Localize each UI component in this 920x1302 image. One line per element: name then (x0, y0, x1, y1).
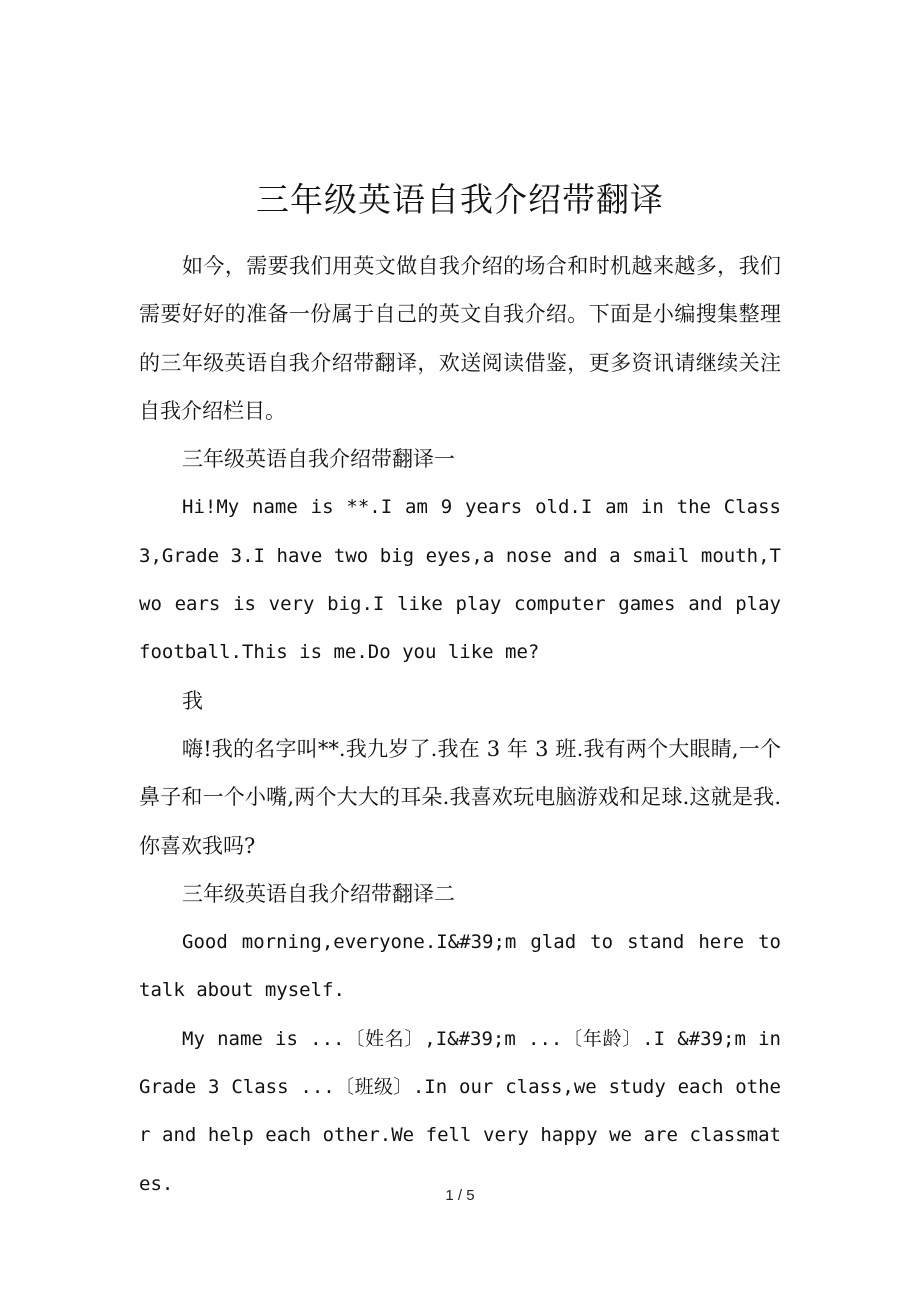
english-paragraph-1: Hi!My name is **.I am 9 years old.I am in the Class 3,Grade 3.I have two big eyes,a nose and a smail mouth,Two ears is very big.I like play computer games and play football.This is me.Do you like me? (139, 496, 781, 664)
document-body (139, 242, 781, 1208)
translation-label: 我 (182, 688, 203, 713)
section-heading-1: 三年级英语自我介绍带翻译一 (182, 447, 455, 472)
intro-paragraph: 如今，需要我们用英文做自我介绍的场合和时机越来越多，我们需要好好的准备一份属于自己的英文自我介绍。下面是小编搜集整理的三年级英语自我介绍带翻译，欢送阅读借鉴，更多资讯请继续关注自我介绍栏目。 (139, 254, 781, 423)
document-title: 三年级英语自我介绍带翻译 (256, 180, 664, 219)
english-paragraph-2: Good morning,everyone.I&#39;m glad to stand here to talk about myself. (139, 931, 781, 1002)
section-heading-2: 三年级英语自我介绍带翻译二 (182, 881, 455, 906)
english-paragraph-3: My name is ...〔姓名〕,I&#39;m ...〔年龄〕.I &#39;m in Grade 3 Class ...〔班级〕.In our class,we study each other and help each other.We fell very happy we are classmates. (139, 1027, 781, 1195)
page-number: 1 / 5 (445, 1187, 475, 1204)
chinese-translation-paragraph: 嗨!我的名字叫**.我九岁了.我在 3 年 3 班.我有两个大眼睛,一个鼻子和一个小嘴,两个大大的耳朵.我喜欢玩电脑游戏和足球.这就是我.你喜欢我吗? (139, 736, 781, 858)
